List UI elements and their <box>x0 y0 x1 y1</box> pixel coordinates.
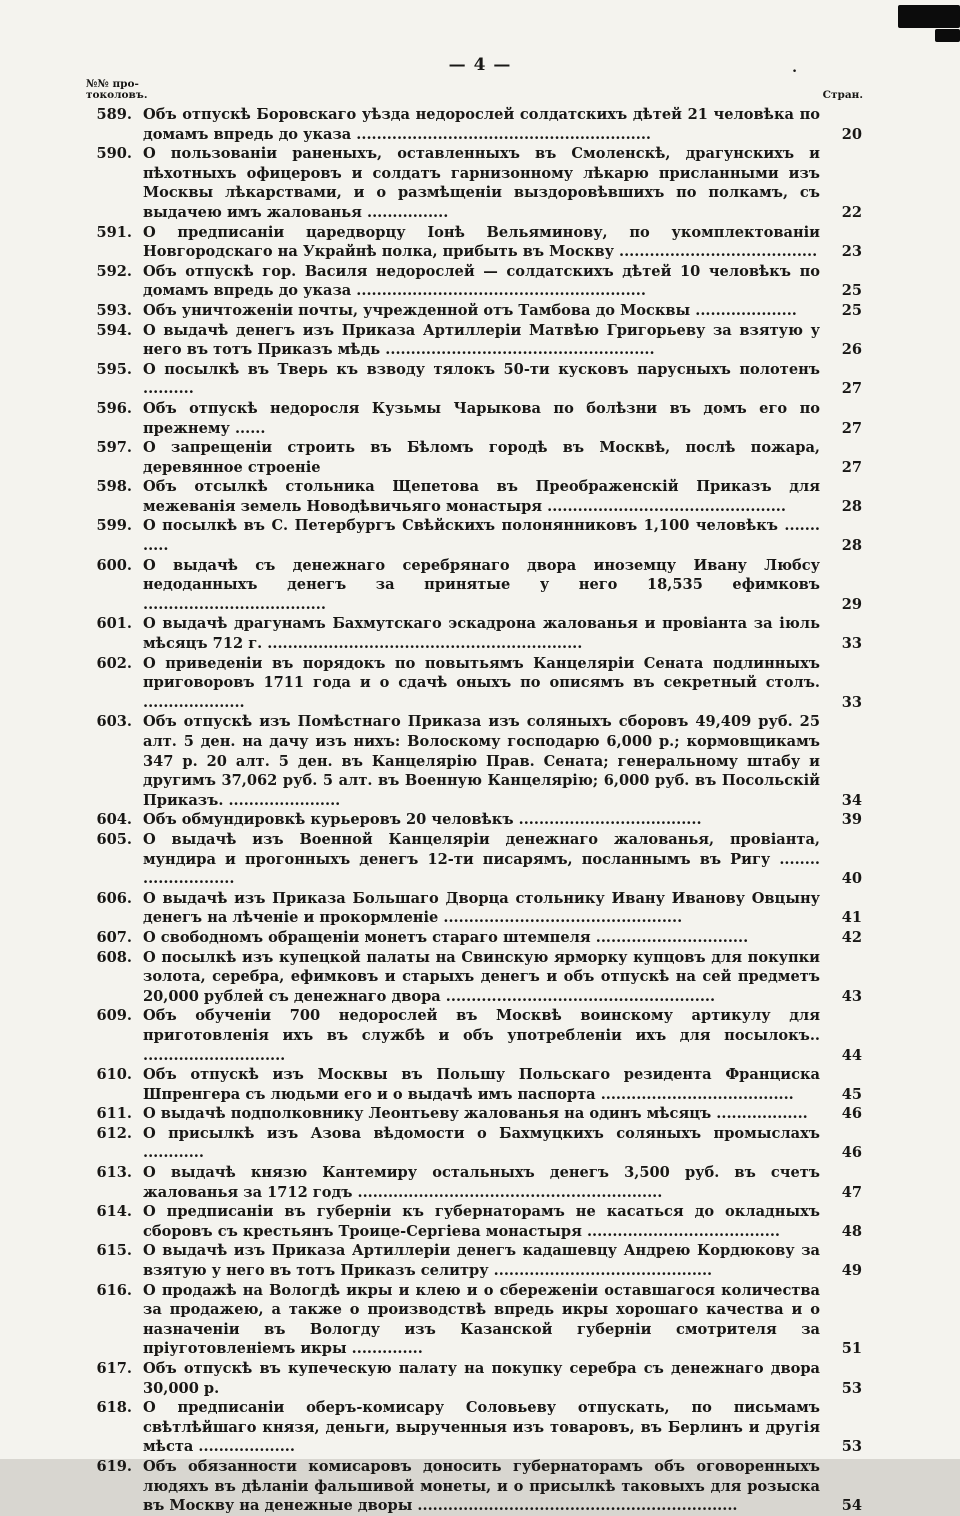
entry-page: 27 <box>841 380 862 398</box>
toc-entry <box>86 556 862 615</box>
page-column-header: Стран. <box>822 89 863 101</box>
entry-page: 28 <box>841 497 862 515</box>
entry-number: 594. <box>96 321 132 339</box>
toc-entry <box>86 810 862 830</box>
entry-text: Объ отпускѣ гор. Василя недорослей — солдатскихъ дѣтей 10 человѣкъ по домамъ впредь до указа ......................................................... <box>143 262 820 300</box>
toc-entry <box>86 830 862 889</box>
entry-page: 51 <box>841 1340 862 1358</box>
entry-page: 53 <box>841 1379 862 1397</box>
entry-page: 46 <box>841 1105 862 1123</box>
toc-entry <box>86 262 862 301</box>
entry-text: О пользованіи раненыхъ, оставленныхъ въ Смоленскѣ, драгунскихъ и пѣхотныхъ офицеровъ и солдатъ гарнизонному лѣкарю присланными изъ Москвы лѣкарствами, и о размѣщеніи выздоровѣвшихъ по полкамъ, съ выдачею имъ жалованья ................ <box>143 145 820 221</box>
entry-page: 41 <box>841 909 862 927</box>
entry-number: 609. <box>96 1007 132 1025</box>
entry-number: 613. <box>96 1164 132 1182</box>
entry-number: 593. <box>96 301 132 319</box>
entry-page: 29 <box>841 595 862 613</box>
entry-text: О посылкѣ въ Тверь къ взводу тялокъ 50-ти кусковъ парусныхъ полотенъ .......... <box>143 360 820 398</box>
entry-number: 606. <box>96 889 132 907</box>
entry-number: 619. <box>96 1457 132 1475</box>
entry-text: О приведеніи въ порядокъ по повытьямъ Канцеляріи Сената подлинныхъ приговоровъ 1711 года и о сдачѣ оныхъ по описямъ въ секретный столъ. .................... <box>143 654 820 711</box>
entry-page: 27 <box>841 458 862 476</box>
entry-number: 610. <box>96 1066 132 1084</box>
toc-entry <box>86 438 862 477</box>
entry-number: 604. <box>96 811 132 829</box>
entry-number: 591. <box>96 223 132 241</box>
entry-text: О выдачѣ князю Кантемиру остальныхъ денегъ 3,500 руб. въ счетъ жалованья за 1712 годъ ............................................................ <box>143 1164 820 1201</box>
entry-number: 595. <box>96 360 132 378</box>
toc-entry <box>86 1124 862 1163</box>
entry-number: 607. <box>96 928 132 946</box>
entry-number: 616. <box>96 1281 132 1299</box>
entry-page: 20 <box>841 125 862 143</box>
toc-entry <box>86 889 862 928</box>
entry-text: Объ отпускѣ изъ Помѣстнаго Приказа изъ соляныхъ сборовъ 49,409 руб. 25 алт. 5 ден. на дачу изъ нихъ: Волоскому господарю 6,000 р.; кормовщикамъ 347 р. 20 алт. 5 ден. въ Канцелярію Прав. Сената; генеральному штабу и другимъ 37,062 руб. 5 алт. въ Военную Канцелярію; 6,000 руб. въ Посольскій Приказъ. ...................... <box>143 713 820 809</box>
toc-entry <box>86 1202 862 1241</box>
entry-page: 43 <box>841 987 862 1005</box>
toc-entry <box>86 105 862 144</box>
toc-entry <box>86 928 862 948</box>
toc-entry <box>86 1006 862 1065</box>
entry-page: 42 <box>841 928 862 946</box>
protocol-header-line1: №№ про- <box>86 78 139 90</box>
entry-text: О присылкѣ изъ Азова вѣдомости о Бахмуцкихъ соляныхъ промыслахъ ............ <box>143 1124 820 1162</box>
entry-number: 608. <box>96 948 132 966</box>
entry-page: 26 <box>841 341 862 359</box>
entry-page: 48 <box>841 1222 862 1240</box>
entry-text: О выдачѣ денегъ изъ Приказа Артиллеріи Матвѣю Григорьеву за взятую у него въ тотъ Приказъ мѣдь ..................................................... <box>143 321 820 359</box>
entry-text: Объ отпускѣ въ купеческую палату на покупку серебра съ денежнаго двора 30,000 р. <box>143 1360 820 1397</box>
toc-entry <box>86 144 862 222</box>
entry-text: О выдачѣ съ денежнаго серебрянаго двора иноземцу Ивану Любсу недоданныхъ денегъ за принятые у него 18,535 ефимковъ .................................... <box>143 556 820 613</box>
entry-text: О выдачѣ подполковнику Леонтьеву жалованья на одинъ мѣсяцъ .................. <box>143 1105 808 1123</box>
entry-number: 597. <box>96 439 132 457</box>
entry-text: О свободномъ обращеніи монетъ стараго штемпеля .............................. <box>143 928 749 946</box>
entry-text: О выдачѣ драгунамъ Бахмутскаго эскадрона жалованья и провіанта за іюль мѣсяцъ 712 г. .............................................................. <box>143 615 820 653</box>
toc-entries-list <box>0 103 960 1516</box>
toc-entry <box>86 712 862 810</box>
entry-number: 614. <box>96 1203 132 1221</box>
entry-page: 28 <box>841 537 862 555</box>
entry-number: 589. <box>96 106 132 123</box>
entry-text: О предписаніи царедворцу Іонѣ Вельяминову, по укомплектованіи Новгородскаго на Украйнѣ полка, прибыть въ Москву ....................................... <box>143 223 820 261</box>
entry-page: 54 <box>841 1497 862 1515</box>
scan-dot: . <box>792 60 798 76</box>
entry-number: 598. <box>96 478 132 496</box>
entry-number: 599. <box>96 517 132 535</box>
entry-page: 25 <box>841 301 862 319</box>
entry-text: Объ отпускѣ Боровскаго уѣзда недорослей солдатскихъ дѣтей 21 человѣка по домамъ впредь до указа .......................................................... <box>143 106 820 143</box>
entry-number: 600. <box>96 556 132 574</box>
toc-entry <box>86 1281 862 1359</box>
toc-entry <box>86 516 862 555</box>
entry-number: 612. <box>96 1124 132 1142</box>
protocol-number-column-header <box>86 79 148 101</box>
entry-page: 46 <box>841 1144 862 1162</box>
entry-page: 22 <box>841 203 862 221</box>
toc-entry <box>86 1359 862 1398</box>
entry-page: 34 <box>841 791 862 809</box>
entry-number: 605. <box>96 830 132 848</box>
entry-text: О выдачѣ изъ Приказа Большаго Дворца стольнику Ивану Иванову Овцыну денегъ на лѣченіе и прокормленіе ............................................... <box>143 889 820 927</box>
entry-page: 47 <box>841 1183 862 1201</box>
toc-entry <box>86 948 862 1007</box>
page-header <box>0 0 960 79</box>
entry-number: 611. <box>96 1105 132 1123</box>
entry-text: О выдачѣ изъ Приказа Артиллеріи денегъ кадашевцу Андрею Кордюкову за взятую у него въ тотъ Приказъ селитру ........................................... <box>143 1242 820 1280</box>
entry-text: О выдачѣ изъ Военной Канцеляріи денежнаго жалованья, провіанта, мундира и прогонныхъ денегъ 12-ти писарямъ, посланнымъ въ Ригу ........ .................. <box>143 830 820 888</box>
entry-text: О продажѣ на Вологдѣ икры и клею и о сбереженіи оставшагося количества за продажею, а также о производствѣ впредь икры хорошаго качества и о назначеніи въ Вологду изъ Казанской губерніи смотрителя за пріуготовленіемъ икры .............. <box>143 1281 820 1358</box>
entry-text: О запрещеніи строить въ Бѣломъ городѣ въ Москвѣ, послѣ пожара, деревянное строеніе <box>143 439 820 476</box>
entry-text: Объ обмундировкѣ курьеровъ 20 человѣкъ .................................... <box>143 811 702 829</box>
toc-entry <box>86 223 862 262</box>
entry-text: Объ отпускѣ изъ Москвы въ Польшу Польскаго резидента Франциска Шпренгера съ людьми его и о выдачѣ имъ паспорта ...................................... <box>143 1066 820 1103</box>
entry-page: 33 <box>841 693 862 711</box>
toc-entry <box>86 1163 862 1202</box>
entry-page: 45 <box>841 1085 862 1103</box>
toc-entry <box>86 477 862 516</box>
entry-text: Объ отпускѣ недоросля Кузьмы Чарыкова по болѣзни въ домъ его по прежнему ...... <box>143 399 820 437</box>
entry-number: 596. <box>96 399 132 417</box>
entry-number: 618. <box>96 1399 132 1417</box>
entry-page: 27 <box>841 419 862 437</box>
entry-text: Объ уничтоженіи почты, учрежденной отъ Тамбова до Москвы .................... <box>143 301 797 319</box>
toc-entry <box>86 1241 862 1280</box>
page-number: — 4 — <box>448 55 512 75</box>
toc-entry <box>86 321 862 360</box>
toc-entry <box>86 1104 862 1124</box>
entry-number: 602. <box>96 654 132 672</box>
entry-number: 590. <box>96 145 132 163</box>
toc-entry <box>86 360 862 399</box>
entry-number: 601. <box>96 615 132 633</box>
entry-page: 49 <box>841 1262 862 1280</box>
entry-number: 617. <box>96 1360 132 1377</box>
entry-number: 603. <box>96 713 132 731</box>
entry-page: 23 <box>841 243 862 261</box>
entry-page: 53 <box>841 1438 862 1456</box>
toc-entry <box>86 1457 862 1516</box>
entry-page: 33 <box>841 635 862 653</box>
column-headers <box>0 79 960 103</box>
entry-page: 40 <box>841 870 862 888</box>
entry-number: 615. <box>96 1242 132 1260</box>
toc-entry <box>86 1398 862 1457</box>
toc-entry <box>86 654 862 713</box>
entry-page: 44 <box>841 1046 862 1064</box>
entry-text: Объ обязанности комисаровъ доносить губернаторамъ объ оговоренныхъ людяхъ въ дѣланіи фальшивой монеты, и о присылкѣ таковыхъ для розыска въ Москву на денежные дворы ............................................................... <box>143 1457 820 1515</box>
toc-entry <box>86 1065 862 1104</box>
entry-page: 25 <box>841 282 862 300</box>
entry-text: О посылкѣ изъ купецкой палаты на Свинскую ярморку купцовъ для покупки золота, серебра, ефимковъ и старыхъ денегъ и объ отпускѣ на сей предметъ 20,000 рублей съ денежнаго двора ..................................................... <box>143 948 820 1005</box>
entry-page: 39 <box>841 811 862 829</box>
entry-text: Объ обученіи 700 недорослей въ Москвѣ воинскому артикулу для приготовленія ихъ въ службѣ и объ употребленіи ихъ для посылокъ.. ............................ <box>143 1007 820 1064</box>
entry-text: О предписаніи въ губерніи къ губернаторамъ не касаться до окладныхъ сборовъ съ крестьянъ Троице-Сергіева монастыря ...................................... <box>143 1203 820 1240</box>
toc-entry <box>86 301 862 321</box>
entry-text: О предписаніи оберъ-комисару Соловьеву отпускать, по письмамъ свѣтлѣйшаго князя, деньги, вырученныя изъ товаровъ, въ Берлинъ и другія мѣста ................... <box>143 1399 820 1456</box>
toc-entry <box>86 614 862 653</box>
entry-text: Объ отсылкѣ стольника Щепетова въ Преображенскій Приказъ для межеванія земель Новодѣвичьяго монастыря ............................................... <box>143 478 820 515</box>
entry-text: О посылкѣ въ С. Петербургъ Свѣйскихъ полонянниковъ 1,100 человѣкъ ....... ..... <box>143 517 820 555</box>
toc-entry <box>86 399 862 438</box>
protocol-header-line2: токоловъ. <box>86 89 148 101</box>
entry-number: 592. <box>96 262 132 280</box>
